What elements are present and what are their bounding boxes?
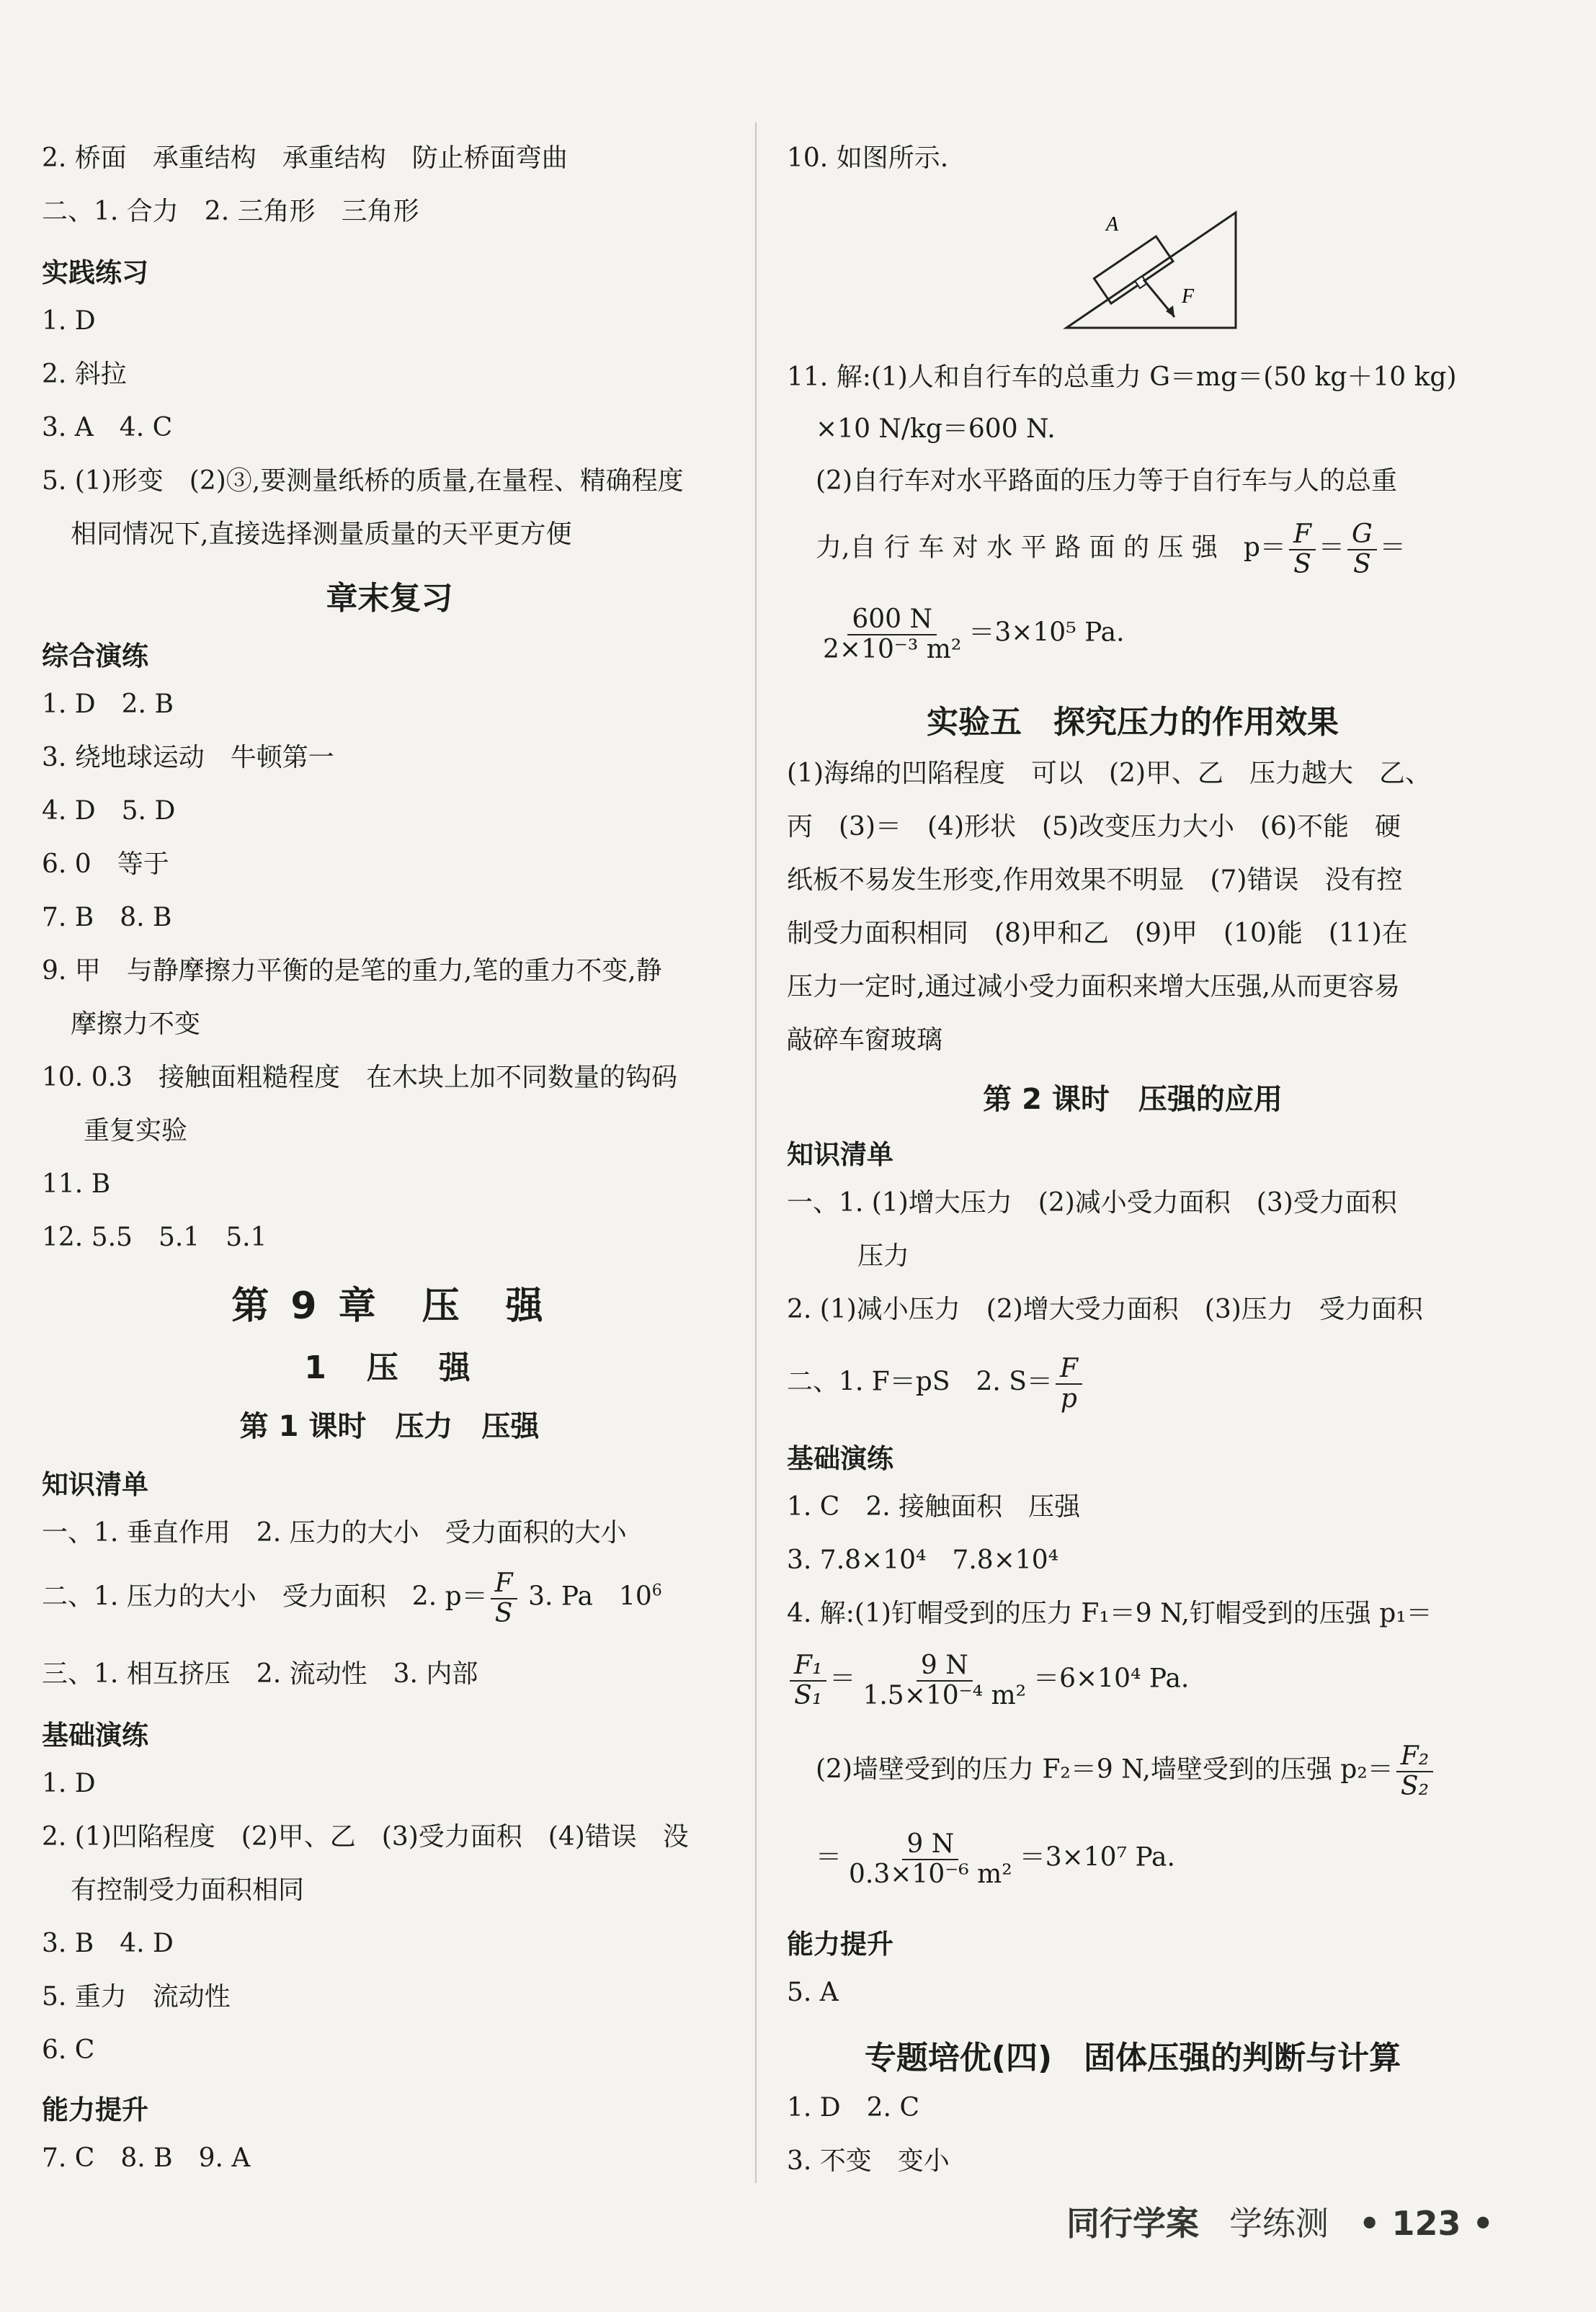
answer-line: 1. D 2. B <box>42 689 174 719</box>
answer-line: 10. 如图所示. <box>787 143 949 173</box>
answer-line: 10. 0.3 接触面粗糙程度 在木块上加不同数量的钩码 <box>42 1063 677 1092</box>
answer-line: 1. D 2. C <box>787 2093 919 2123</box>
answer-line: 9. 甲 与静摩擦力平衡的是笔的重力,笔的重力不变,静 <box>42 956 662 986</box>
answer-line: 1. C 2. 接触面积 压强 <box>787 1492 1081 1522</box>
chapter-title: 第 9 章 压 强 <box>231 1285 548 1328</box>
answer-line-formula: (2)墙壁受到的压力 F₂＝9 N,墙壁受到的压强 p₂＝ $\frac{\text{F₂}}{\text{S₂}}$ <box>816 1742 1436 1800</box>
answer-line: 三、1. 相互挤压 2. 流动性 3. 内部 <box>42 1659 478 1689</box>
answer-line: 有控制受力面积相同 <box>71 1875 305 1905</box>
label-a: A <box>1106 213 1119 236</box>
answer-line: 5. 重力 流动性 <box>42 1982 231 2012</box>
answer-line-formula: 力,自 行 车 对 水 平 路 面 的 压 强 p＝ $\frac{F}{S}$ ＝ $\frac{G}{S}$ ＝ <box>816 519 1406 579</box>
answer-line: 5. A <box>787 1978 839 2007</box>
answer-line-formula: 二、1. 压力的大小 受力面积 2. p＝ $\frac{F}{S}$ 3. Pa $10^6$ <box>42 1568 662 1628</box>
answer-line: ×10 N/kg＝600 N. <box>816 414 1056 444</box>
answer-line: 一、1. 垂直作用 2. 压力的大小 受力面积的大小 <box>42 1518 627 1548</box>
answer-line: 2. 斜拉 <box>42 360 127 389</box>
answer-line: 3. 不变 变小 <box>787 2146 950 2176</box>
answer-line: 6. C <box>42 2035 95 2065</box>
answer-line: 2. (1)减小压力 (2)增大受力面积 (3)压力 受力面积 <box>787 1295 1423 1324</box>
answer-line-formula: 二、1. F＝pS 2. S＝ $\frac{F}{p}$ <box>787 1354 1085 1413</box>
section-title: 1 压 强 <box>304 1349 475 1386</box>
lesson-title: 第 1 课时 压力 压强 <box>239 1410 540 1443</box>
chapter-review-title: 章末复习 <box>326 580 453 617</box>
series-name: 学练测 <box>1229 2204 1329 2243</box>
answer-line: 二、1. 合力 2. 三角形 三角形 <box>42 197 419 226</box>
answer-line-formula: ＝ $\frac{9 N}{\text{0.3×10⁻⁶ m²}}$ ＝3×10⁷ Pa. <box>816 1829 1175 1889</box>
section-heading-ability: 能力提升 <box>42 2094 148 2125</box>
answer-line: 4. D 5. D <box>42 796 176 826</box>
answer-line: 3. A 4. C <box>42 413 173 442</box>
experiment-title: 实验五 探究压力的作用效果 <box>927 704 1339 741</box>
answer-line: 压力 <box>857 1241 910 1271</box>
page-number: • 123 • <box>1359 2204 1494 2243</box>
section-heading-basic: 基础演练 <box>42 1720 148 1751</box>
page-footer <box>1066 2197 1512 2245</box>
answer-line: 7. C 8. B 9. A <box>42 2143 251 2173</box>
answer-line: 7. B 8. B <box>42 903 172 932</box>
answer-line: (2)自行车对水平路面的压力等于自行车与人的总重 <box>816 466 1397 496</box>
answer-line: (1)海绵的凹陷程度 可以 (2)甲、乙 压力越大 乙、 <box>787 759 1431 788</box>
answer-line: 11. B <box>42 1169 111 1199</box>
answer-line: 2. 桥面 承重结构 承重结构 防止桥面弯曲 <box>42 143 568 173</box>
block-a <box>1094 236 1174 306</box>
section-heading-basic: 基础演练 <box>787 1443 893 1474</box>
label-f: F <box>1182 285 1195 308</box>
incline-force-diagram <box>1059 202 1247 339</box>
answer-line: 相同情况下,直接选择测量质量的天平更方便 <box>71 519 572 549</box>
answer-line: 摩擦力不变 <box>71 1009 201 1039</box>
answer-line: 1. D <box>42 1769 96 1798</box>
answer-line: 1. D <box>42 306 96 336</box>
section-heading-comprehensive: 综合演练 <box>42 641 148 671</box>
column-divider <box>755 122 757 2183</box>
answer-line: 6. 0 等于 <box>42 849 169 879</box>
fraction: $\frac{F}{S}$ <box>491 1569 517 1628</box>
answer-line: 2. (1)凹陷程度 (2)甲、乙 (3)受力面积 (4)错误 没 <box>42 1822 689 1852</box>
answer-line: 4. 解:(1)钉帽受到的压力 F₁＝9 N,钉帽受到的压强 p₁＝ <box>787 1599 1432 1628</box>
lesson-title: 第 2 课时 压强的应用 <box>983 1083 1283 1116</box>
answer-line: 3. 绕地球运动 牛顿第一 <box>42 743 334 772</box>
section-heading-knowledge: 知识清单 <box>787 1139 893 1170</box>
answer-line: 纸板不易发生形变,作用效果不明显 (7)错误 没有控 <box>787 865 1403 895</box>
answer-line-formula: $\frac{600 N}{\text{2×10⁻³ m²}}$ ＝3×10⁵ Pa. <box>823 604 1125 664</box>
answer-line: 重复实验 <box>84 1116 188 1146</box>
answer-line: 敲碎车窗玻璃 <box>787 1025 943 1055</box>
section-heading-ability: 能力提升 <box>787 1929 893 1960</box>
answer-line: 12. 5.5 5.1 5.1 <box>42 1223 267 1252</box>
topic-title: 专题培优(四) 固体压强的判断与计算 <box>864 2040 1401 2076</box>
answer-line: 3. 7.8×10⁴ 7.8×10⁴ <box>787 1545 1059 1575</box>
answer-line: 丙 (3)＝ (4)形状 (5)改变压力大小 (6)不能 硬 <box>787 812 1401 842</box>
answer-line: 制受力面积相同 (8)甲和乙 (9)甲 (10)能 (11)在 <box>787 919 1408 948</box>
answer-line: 压力一定时,通过减小受力面积来增大压强,从而更容易 <box>787 972 1400 1001</box>
incline-plane <box>1066 213 1236 328</box>
answer-line: 一、1. (1)增大压力 (2)减小受力面积 (3)受力面积 <box>787 1188 1397 1218</box>
brand-name: 同行学案 <box>1066 2204 1199 2243</box>
answer-line: 11. 解:(1)人和自行车的总重力 G＝mg＝(50 kg＋10 kg) <box>787 362 1457 392</box>
answer-line-formula: $\frac{\text{F₁}}{\text{S₁}}$ ＝ $\frac{9 N}{\text{1.5×10⁻⁴ m²}}$ ＝6×10⁴ Pa. <box>787 1651 1189 1710</box>
answer-line: 3. B 4. D <box>42 1929 174 1958</box>
answer-line: 5. (1)形变 (2)③,要测量纸桥的质量,在量程、精确程度 <box>42 466 684 496</box>
section-heading-practice: 实践练习 <box>42 257 148 288</box>
section-heading-knowledge: 知识清单 <box>42 1469 148 1500</box>
